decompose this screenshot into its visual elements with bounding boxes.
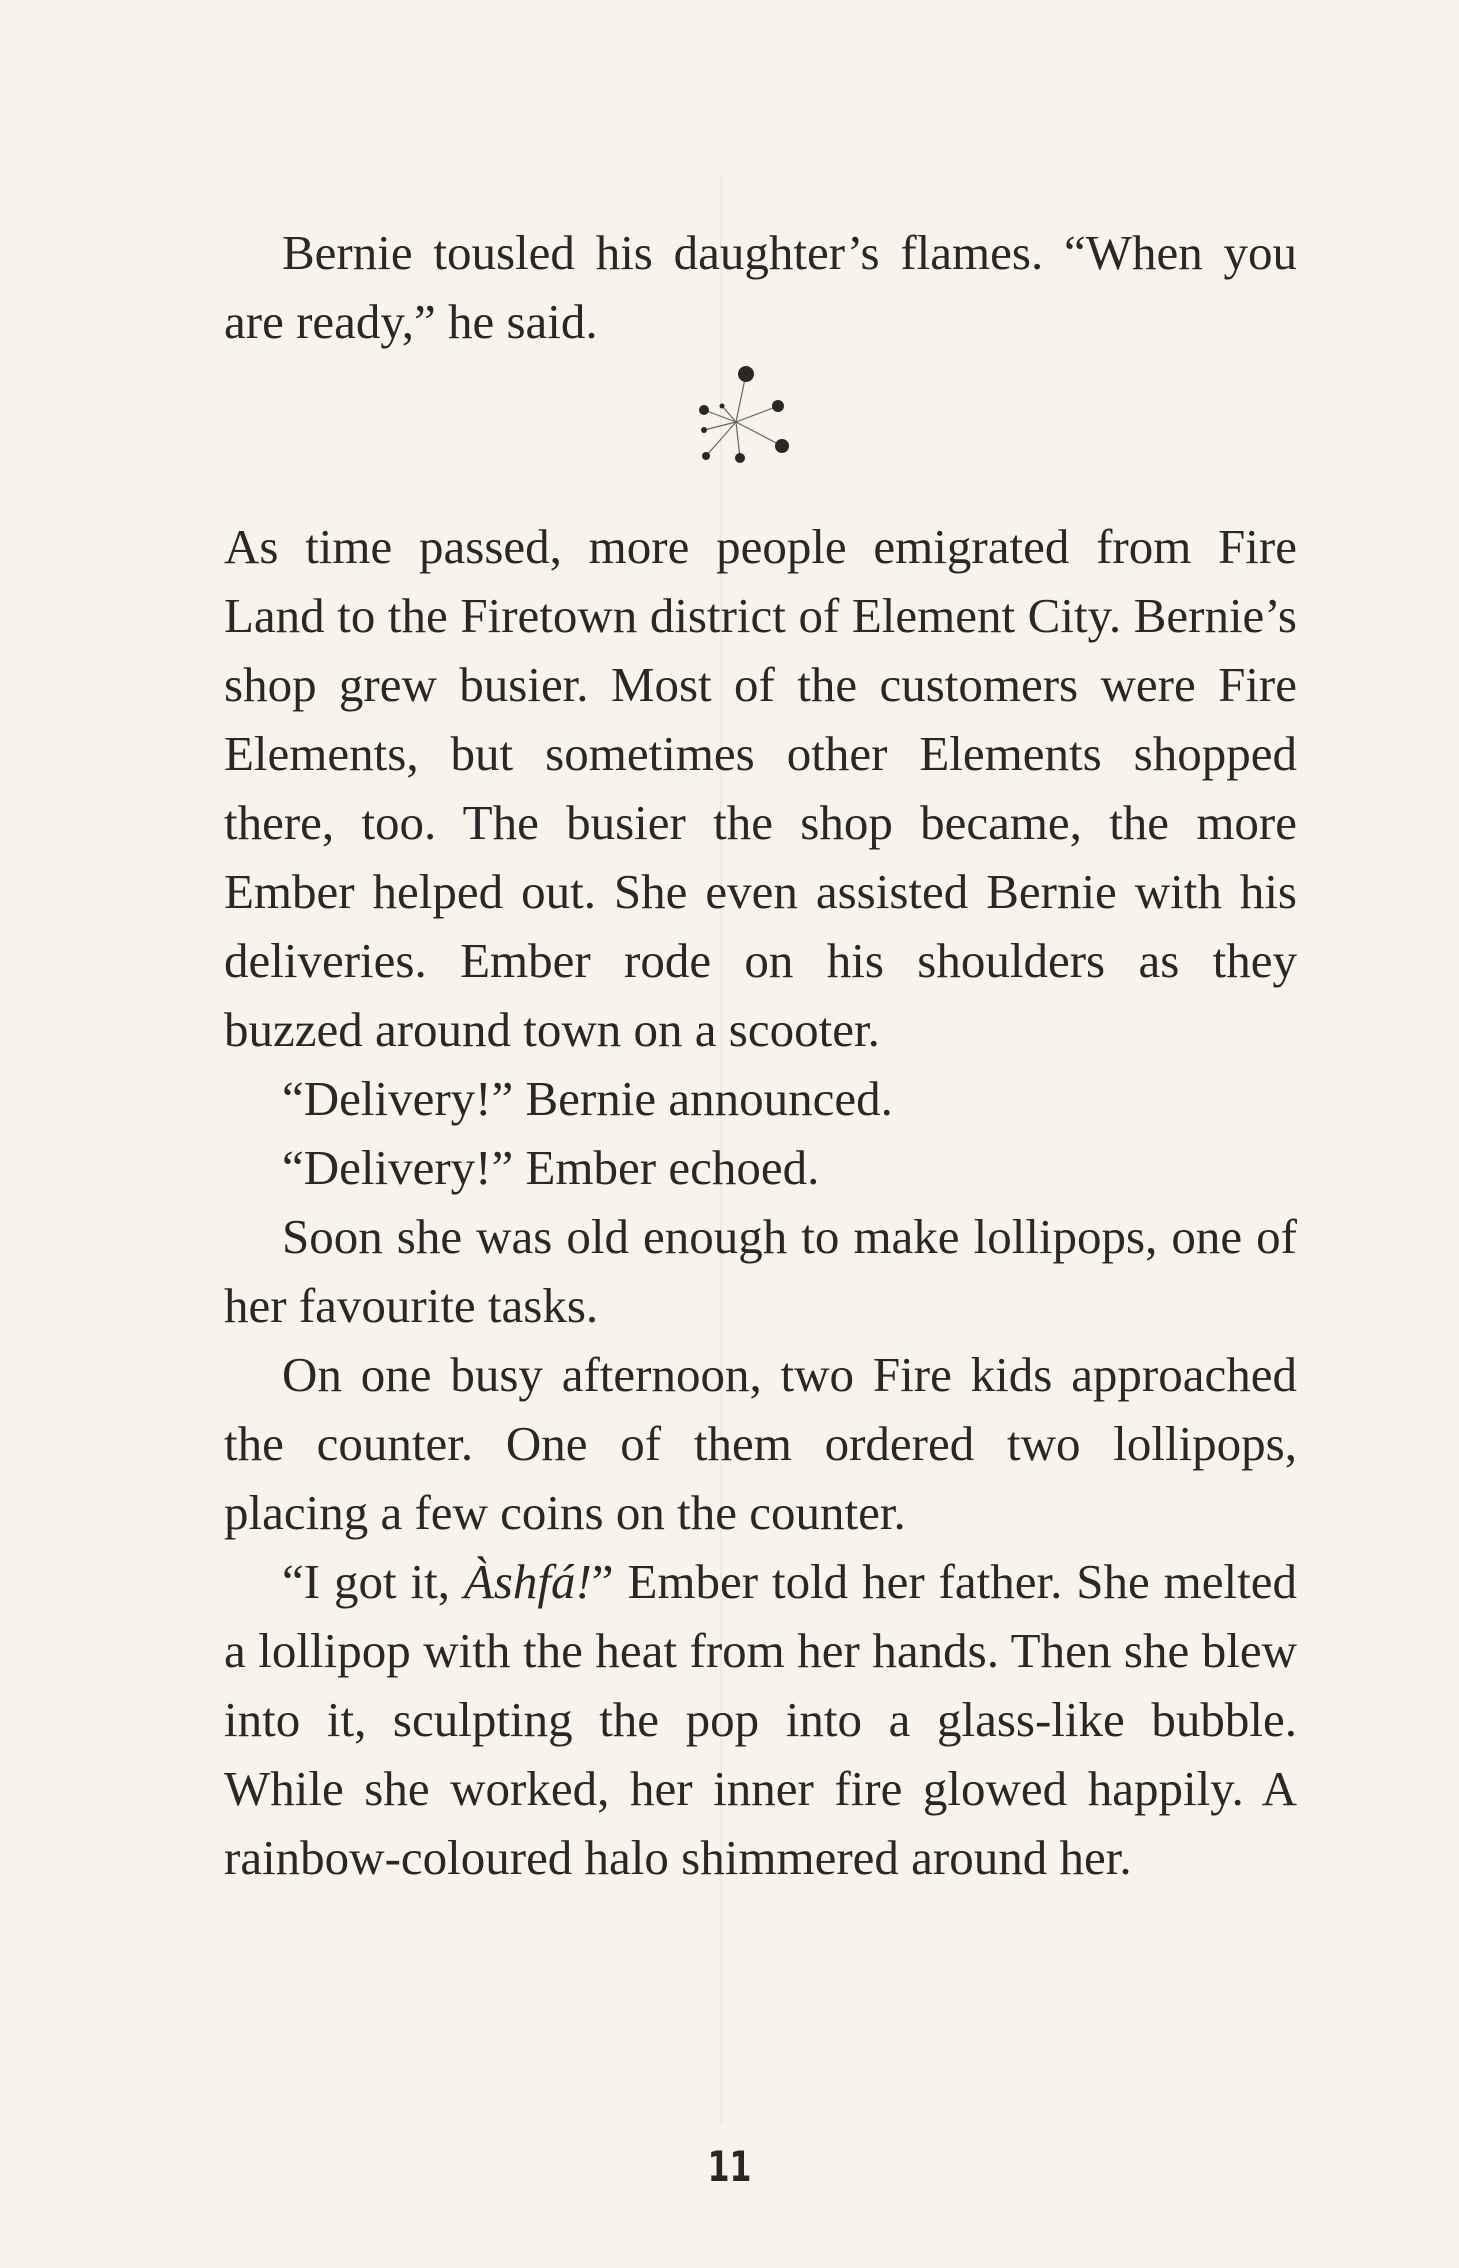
body-text xyxy=(224,218,1297,1892)
paragraph: Bernie tousled his daughter’s flames. “When you are ready,” he said. xyxy=(224,225,1297,349)
paragraph: “Delivery!” Ember echoed. xyxy=(282,1140,820,1195)
paragraph xyxy=(224,1547,1297,1892)
italic-word: Àshfá! xyxy=(463,1554,592,1609)
section-divider xyxy=(224,356,1297,512)
dialogue-open: “I got it, xyxy=(282,1554,464,1609)
dialogue-rest: ” Ember told her father. She melted a lollipop with the heat from her hands. Then she blew into it, sculpting the pop into a glass-like bubble. While she worked, her inner fire glowed happily. A rainbow-coloured halo shimmered around her. xyxy=(224,1554,1297,1885)
paragraph: As time passed, more people emigrated from Fire Land to the Firetown district of Element City. Bernie’s shop grew busier. Most of the customers were Fire Elements, but sometimes other Elements shopped there, too. The busier the shop became, the more Ember helped out. She even assisted Bernie with his deliveries. Ember rode on his shoulders as they buzzed around town on a scooter. xyxy=(224,519,1297,1057)
page-number: 11 xyxy=(707,2142,752,2191)
paragraph: Soon she was old enough to make lollipops, one of her favourite tasks. xyxy=(224,1209,1297,1333)
paragraph: On one busy afternoon, two Fire kids approached the counter. One of them ordered two lollipops, placing a few coins on the counter. xyxy=(224,1347,1297,1540)
sparkle-ornament-icon xyxy=(692,366,792,476)
paragraph: “Delivery!” Bernie announced. xyxy=(282,1071,893,1126)
